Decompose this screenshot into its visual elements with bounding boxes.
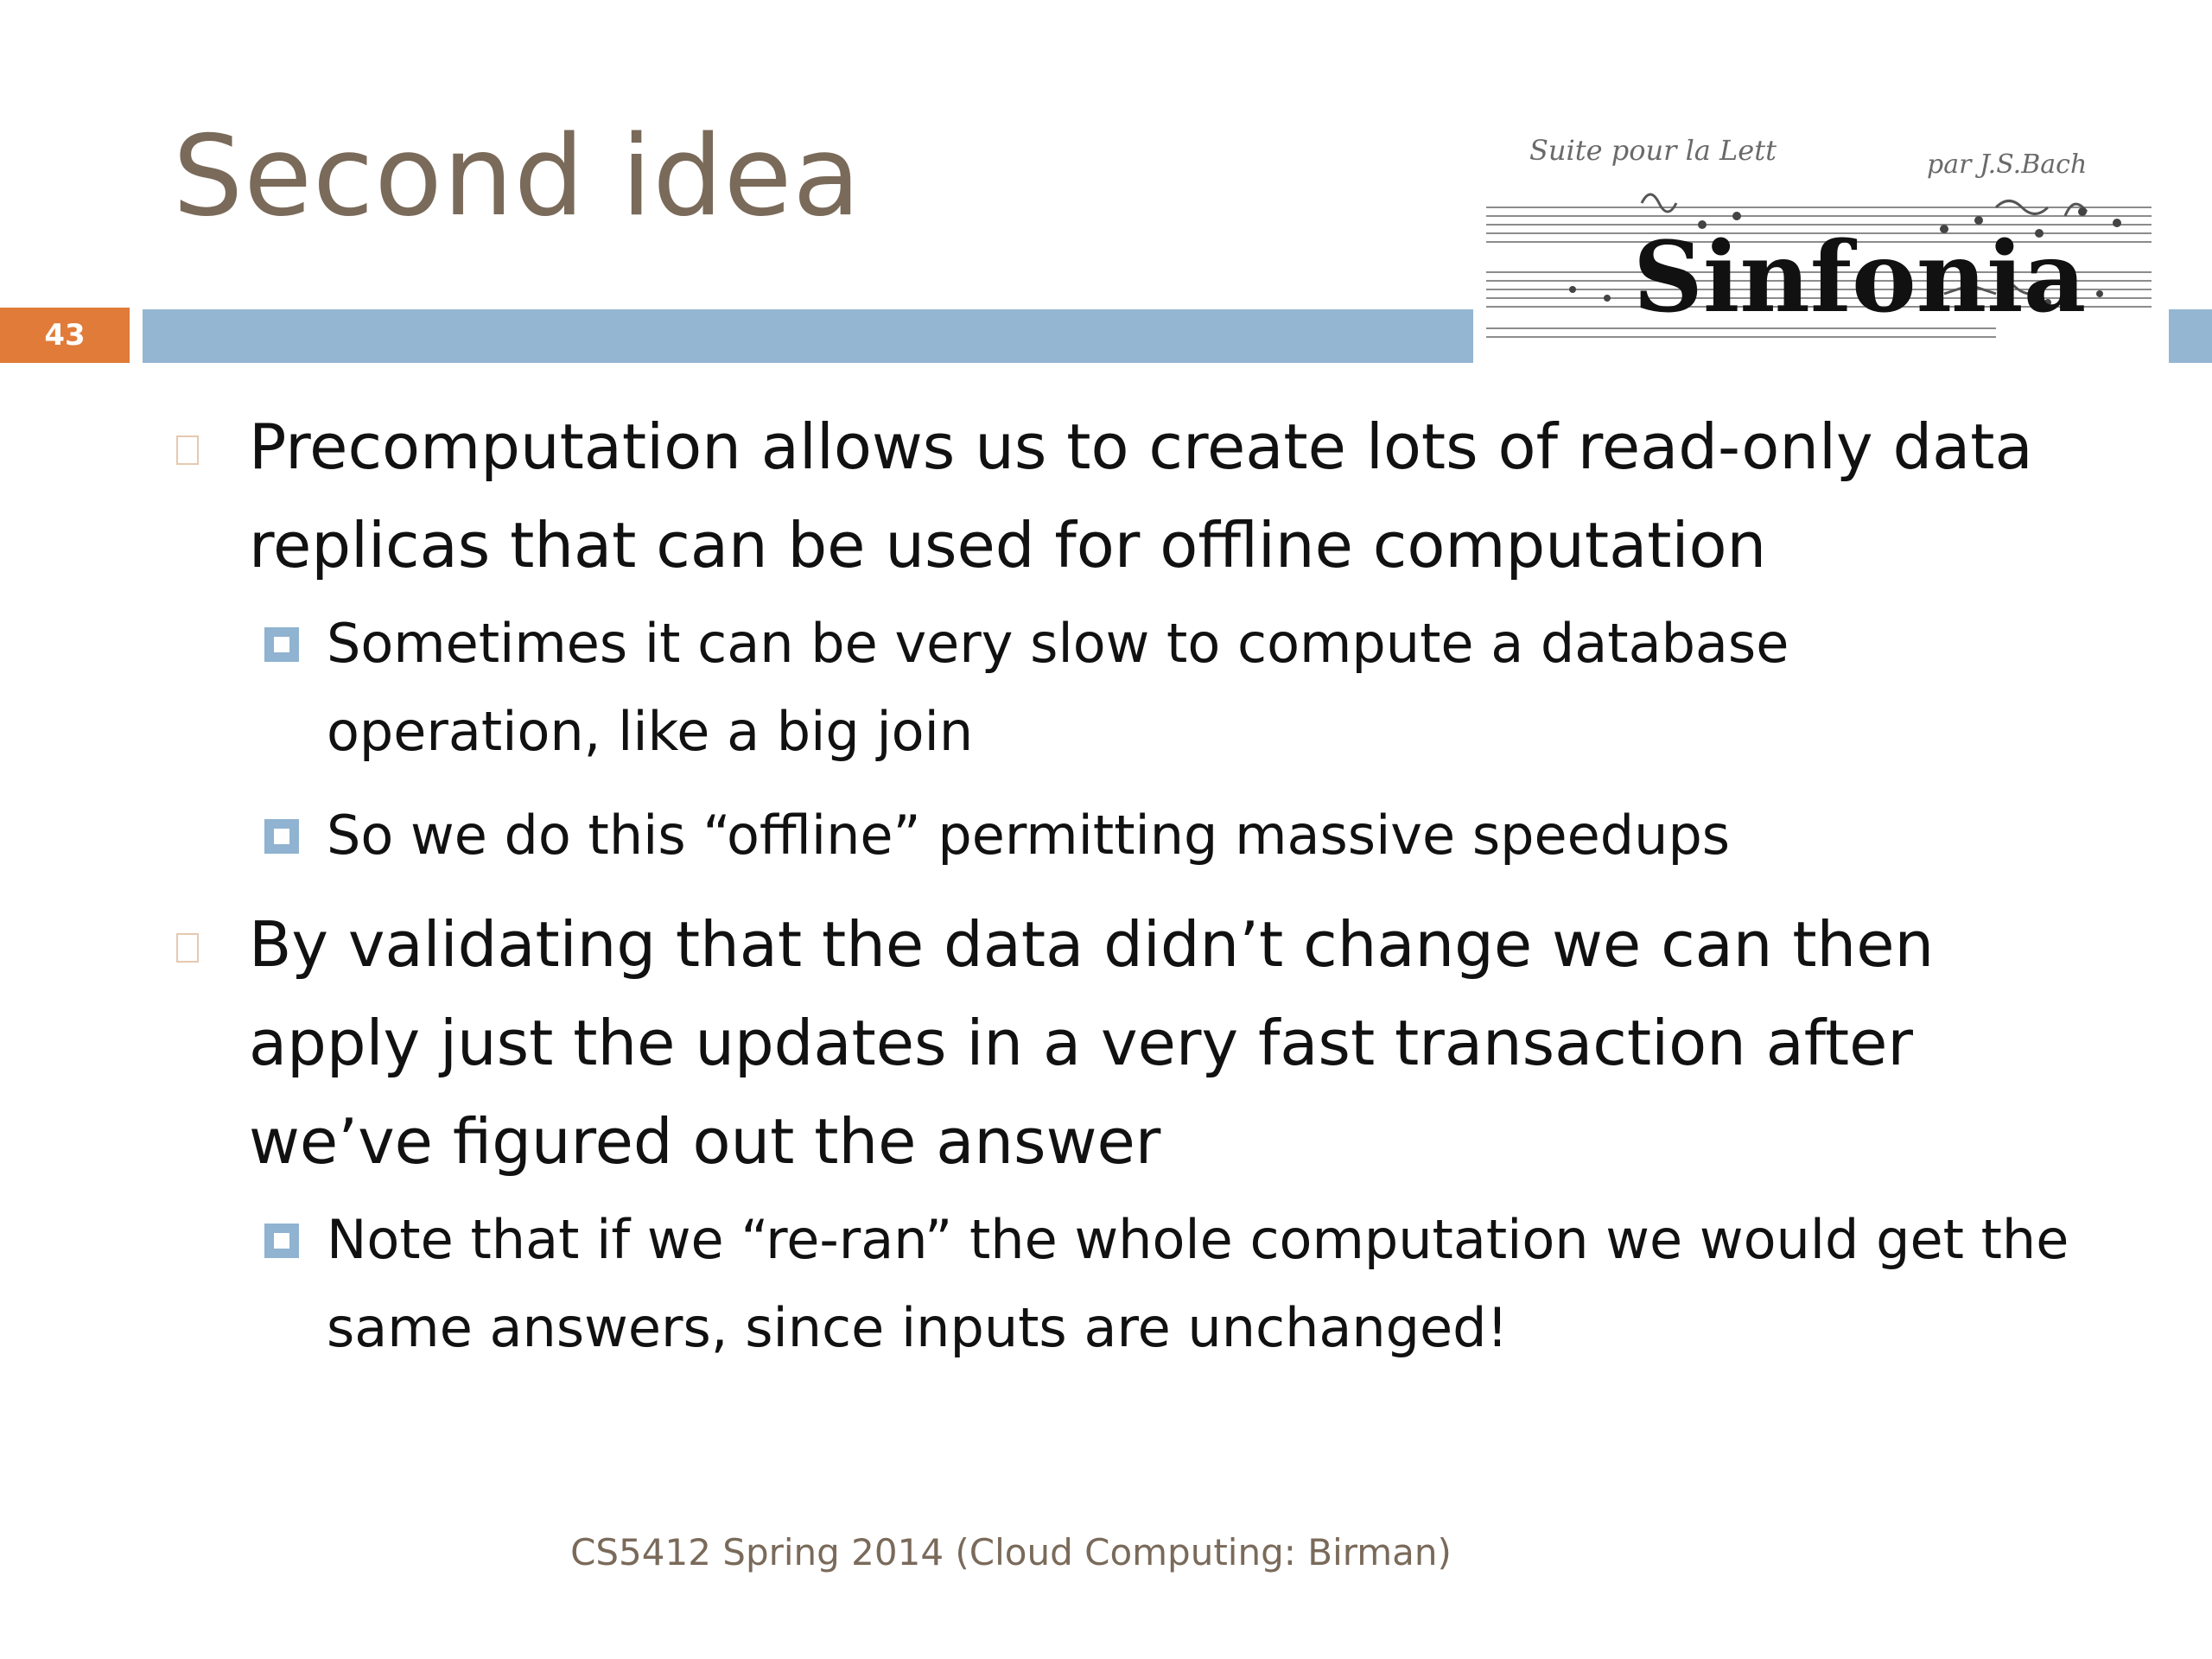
- bullet-text: Precomputation allows us to create lots of read-only data replicas that can be used for offline computation: [249, 410, 2033, 582]
- sub-bullet-item: [173, 791, 2074, 880]
- manuscript-handwriting-right: par J.S.Bach: [1927, 149, 2088, 180]
- bullet-square-icon: [176, 933, 199, 963]
- sub-bullet-item: [173, 600, 2074, 776]
- header-divider-bar: [143, 309, 1473, 363]
- bullet-square-icon: [176, 435, 199, 465]
- sub-bullet-text: Sometimes it can be very slow to compute a database operation, like a big join: [327, 612, 1789, 763]
- manuscript-heading: Sinfonia: [1633, 221, 2087, 334]
- slide-title: Second idea: [173, 112, 861, 241]
- sub-bullet-text: Note that if we “re-ran” the whole computation we would get the same answers, since inputs are unchanged!: [327, 1208, 2069, 1359]
- bullet-item: [173, 895, 2074, 1191]
- slide-number-badge: 43: [0, 308, 130, 363]
- bullet-text: By validating that the data didn’t change we can then apply just the updates in a very fast transaction after we’ve figured out the answer: [249, 908, 1935, 1178]
- sub-bullet-text: So we do this “offline” permitting massive speedups: [327, 804, 1731, 867]
- slide-footer: CS5412 Spring 2014 (Cloud Computing: Birman): [570, 1531, 1452, 1573]
- bullet-item: [173, 397, 2074, 594]
- sub-bullet-square-icon: [264, 819, 299, 854]
- sub-bullet-square-icon: [264, 627, 299, 662]
- header-divider-bar-right: [2169, 309, 2212, 363]
- sinfonia-manuscript-image: [1478, 121, 2160, 354]
- sub-bullet-square-icon: [264, 1224, 299, 1258]
- manuscript-handwriting-left: Suite pour la Lett: [1529, 134, 1777, 167]
- slide-content: [173, 397, 2074, 1388]
- sub-bullet-item: [173, 1196, 2074, 1372]
